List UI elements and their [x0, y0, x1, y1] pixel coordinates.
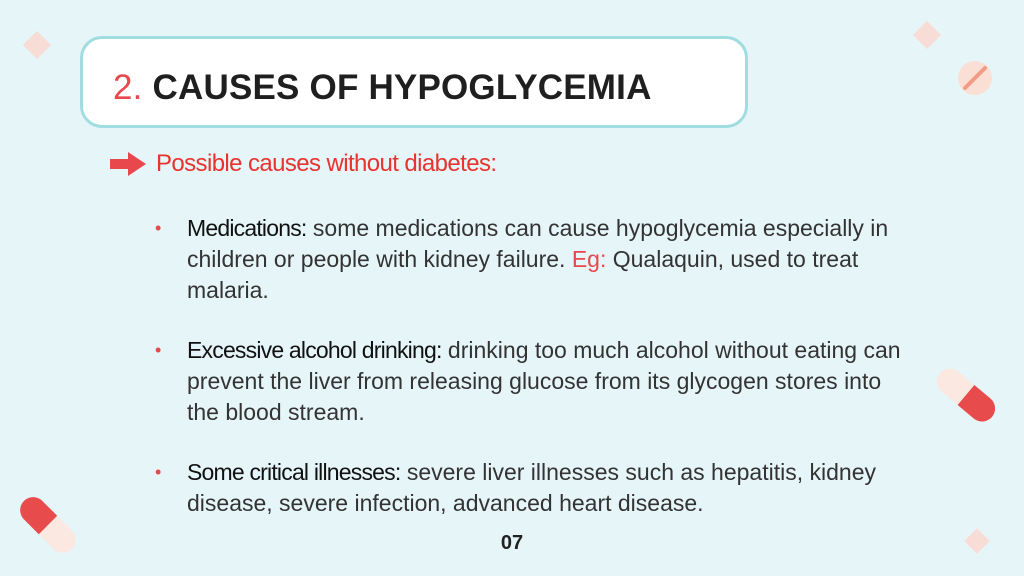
diamond-decoration-top-right: [910, 18, 944, 52]
bullet-item-alcohol: [155, 335, 915, 428]
title-number: 2.: [113, 68, 143, 107]
title-box: [80, 36, 748, 128]
bullet-dot: •: [155, 462, 162, 482]
capsule-icon-right: [928, 360, 1004, 430]
subheading: Possible causes without diabetes:: [156, 150, 497, 177]
subheading-row: [110, 147, 496, 181]
arrow-right-icon: [110, 152, 146, 176]
example-label: Eg:: [571, 246, 607, 272]
page-title: [113, 68, 652, 108]
bullet-text-tail: Qualaquin, used to treat malaria.: [187, 246, 859, 303]
bullet-item-medications: [155, 213, 915, 306]
bullet-text: drinking too much alcohol without eating can prevent the liver from releasing glucose from its glycogen stores into the blood stream.: [187, 337, 901, 425]
title-text: CAUSES OF HYPOGLYCEMIA: [152, 68, 652, 107]
pill-icon-top-right: [955, 58, 995, 98]
bullet-dot: •: [155, 340, 162, 360]
bullet-item-illnesses: [155, 457, 915, 519]
bullet-text: severe liver illnesses such as hepatitis, kidney disease, severe infection, advanced heart disease.: [187, 459, 876, 516]
bullet-term: Medications:: [187, 215, 307, 241]
bullet-dot: •: [155, 218, 162, 238]
bullet-term: Excessive alcohol drinking:: [187, 337, 442, 363]
bullet-text: some medications can cause hypoglycemia especially in children or people with kidney failure.: [187, 215, 889, 272]
diamond-decoration-top-left: [20, 28, 54, 62]
page-number: 07: [500, 532, 524, 554]
bullet-term: Some critical illnesses:: [187, 459, 401, 485]
